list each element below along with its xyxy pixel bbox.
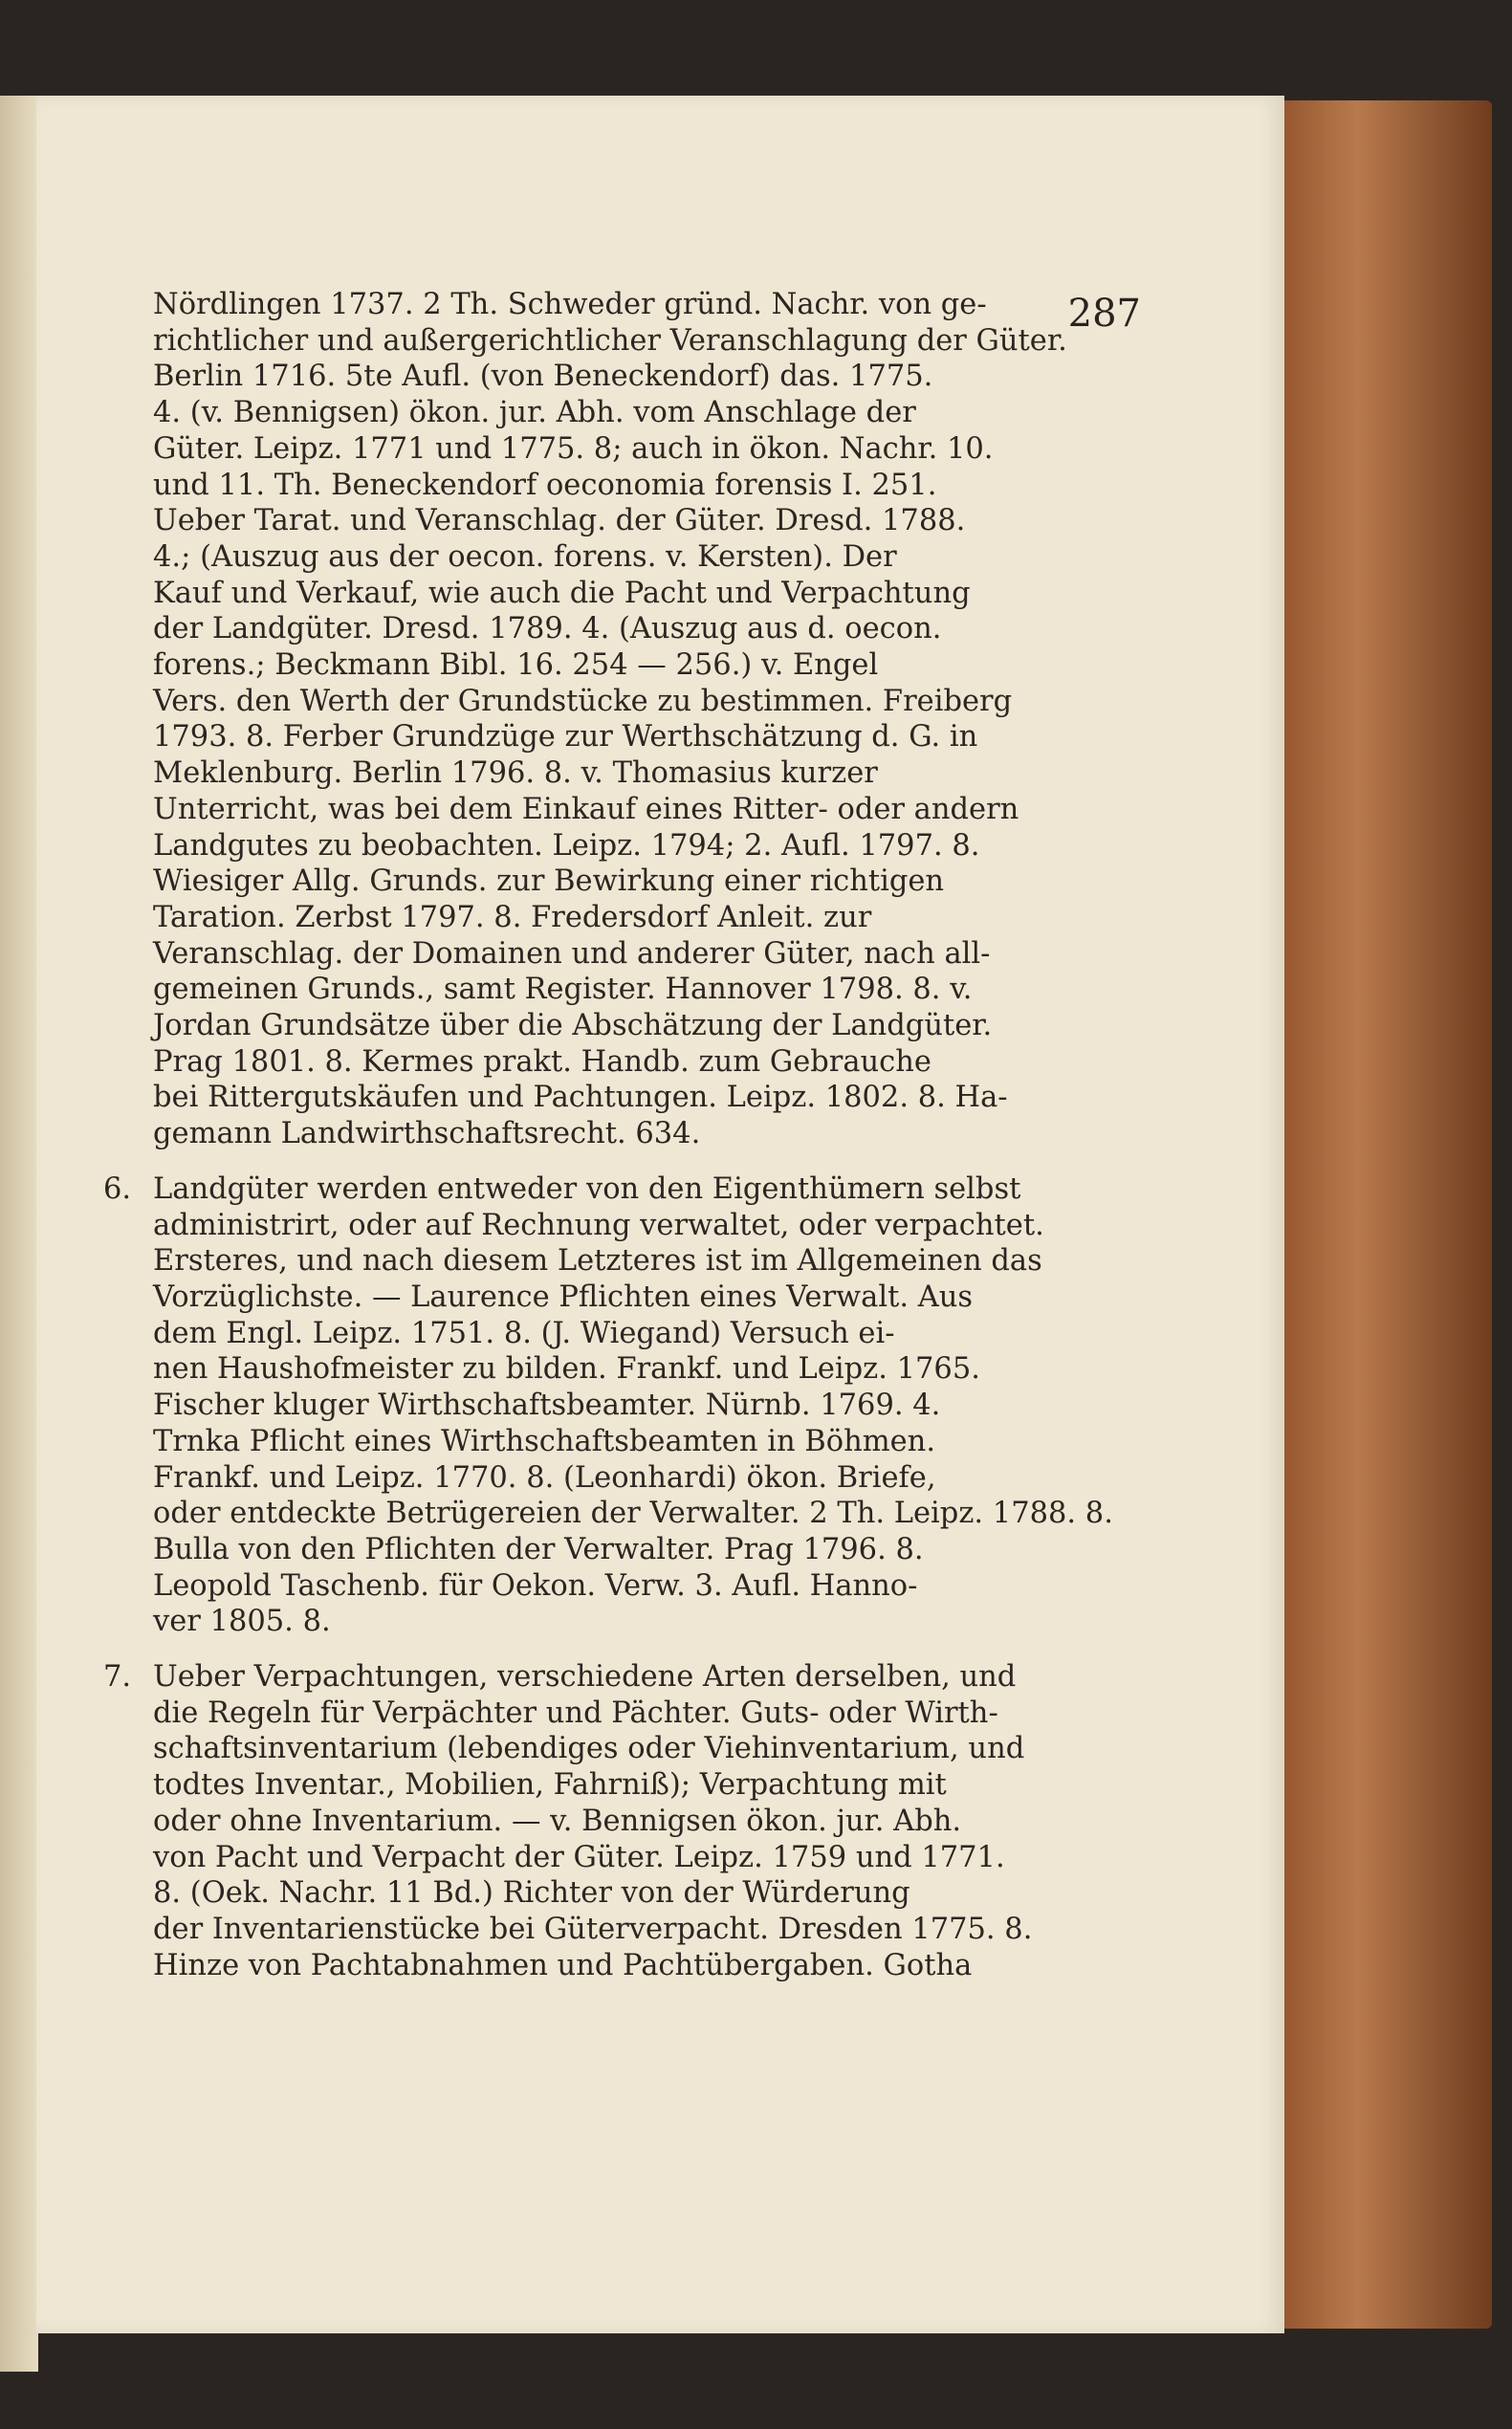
text-line: der Inventarienstücke bei Güterverpacht. Dresden 1775. 8.	[153, 1912, 1033, 1946]
text-line: Frankf. und Leipz. 1770. 8. (Leonhardi) ökon. Briefe,	[153, 1460, 936, 1495]
text-line: oder entdeckte Betrügereien der Verwalter. 2 Th. Leipz. 1788. 8.	[153, 1497, 1113, 1531]
paragraph-number: 7.	[103, 1660, 132, 1695]
text-line: 4. (v. Bennigsen) ökon. jur. Abh. vom Anschlage der	[153, 396, 916, 430]
book-cover-edge	[1267, 100, 1492, 2329]
text-line: Kauf und Verkauf, wie auch die Pacht und Verpachtung	[153, 576, 971, 610]
text-line: bei Rittergutskäufen und Pachtungen. Leipz. 1802. 8. Ha-	[153, 1081, 1008, 1115]
text-line: todtes Inventar., Mobilien, Fahrniß); Verpachtung mit	[153, 1768, 947, 1803]
text-line: der Landgüter. Dresd. 1789. 4. (Auszug aus d. oecon.	[153, 612, 942, 646]
text-line: Prag 1801. 8. Kermes prakt. Handb. zum Gebrauche	[153, 1044, 931, 1079]
text-line: gemann Landwirthschaftsrecht. 634.	[153, 1117, 701, 1151]
text-line: forens.; Beckmann Bibl. 16. 254 — 256.) v. Engel	[153, 648, 879, 683]
text-line: von Pacht und Verpacht der Güter. Leipz. 1759 und 1771.	[153, 1840, 1005, 1874]
text-line: Fischer kluger Wirthschaftsbeamter. Nürnb. 1769. 4.	[153, 1389, 941, 1423]
text-line: Veranschlag. der Domainen und anderer Güter, nach all-	[153, 936, 991, 971]
text-line: Leopold Taschenb. für Oekon. Verw. 3. Aufl. Hanno-	[153, 1568, 918, 1603]
text-line: richtlicher und außergerichtlicher Veranschlagung der Güter.	[153, 323, 1067, 358]
text-line: Bulla von den Pflichten der Verwalter. Prag 1796. 8.	[153, 1532, 924, 1566]
text-line: administrirt, oder auf Rechnung verwaltet, oder verpachtet.	[153, 1208, 1044, 1242]
text-line: Landgüter werden entweder von den Eigenthümern selbst	[153, 1171, 1021, 1206]
text-line: Ueber Tarat. und Veranschlag. der Güter. Dresd. 1788.	[153, 504, 966, 538]
text-line: schaftsinventarium (lebendiges oder Viehinventarium, und	[153, 1732, 1025, 1766]
left-page-edge	[0, 96, 38, 2372]
text-line: Landgutes zu beobachten. Leipz. 1794; 2. Aufl. 1797. 8.	[153, 828, 980, 863]
page-number: 287	[1067, 292, 1141, 336]
text-line: Ueber Verpachtungen, verschiedene Arten derselben, und	[153, 1660, 1017, 1695]
text-line: gemeinen Grunds., samt Register. Hannover 1798. 8. v.	[153, 973, 973, 1007]
paragraph-6	[103, 1171, 1124, 1640]
text-line: nen Haushofmeister zu bilden. Frankf. und Leipz. 1765.	[153, 1352, 980, 1387]
paragraph-number: 6.	[103, 1171, 132, 1206]
paragraph-0	[153, 287, 1124, 1152]
text-line: Ersteres, und nach diesem Letzteres ist im Allgemeinen das	[153, 1244, 1042, 1279]
text-line: Meklenburg. Berlin 1796. 8. v. Thomasius kurzer	[153, 756, 878, 791]
paragraph-7	[103, 1659, 1124, 1983]
text-line: und 11. Th. Beneckendorf oeconomia forensis I. 251.	[153, 468, 937, 502]
text-line: Unterricht, was bei dem Einkauf eines Ritter- oder andern	[153, 792, 1019, 826]
text-line: Jordan Grundsätze über die Abschätzung der Landgüter.	[153, 1009, 993, 1043]
text-line: Nördlingen 1737. 2 Th. Schweder gründ. Nachr. von ge-	[153, 288, 987, 321]
text-line: Taration. Zerbst 1797. 8. Fredersdorf Anleit. zur	[153, 900, 872, 934]
text-line: Güter. Leipz. 1771 und 1775. 8; auch in ökon. Nachr. 10.	[153, 431, 994, 466]
text-block	[103, 287, 1124, 1983]
text-line: 1793. 8. Ferber Grundzüge zur Werthschätzung d. G. in	[153, 720, 978, 755]
text-line: Vers. den Werth der Grundstücke zu bestimmen. Freiberg	[153, 684, 1013, 718]
text-line: 4.; (Auszug aus der oecon. forens. v. Kersten). Der	[153, 539, 897, 574]
text-line: ver 1805. 8.	[153, 1605, 331, 1639]
text-line: Hinze von Pachtabnahmen und Pachtübergaben. Gotha	[153, 1948, 973, 1982]
text-line: Vorzüglichste. — Laurence Pflichten eines Verwalt. Aus	[153, 1280, 974, 1314]
text-line: 8. (Oek. Nachr. 11 Bd.) Richter von der Würderung	[153, 1876, 910, 1911]
text-line: Trnka Pflicht eines Wirthschaftsbeamten in Böhmen.	[153, 1424, 936, 1458]
text-line: Wiesiger Allg. Grunds. zur Bewirkung einer richtigen	[153, 864, 945, 899]
text-line: die Regeln für Verpächter und Pächter. Guts- oder Wirth-	[153, 1696, 998, 1730]
text-line: Berlin 1716. 5te Aufl. (von Beneckendorf) das. 1775.	[153, 360, 933, 394]
text-line: dem Engl. Leipz. 1751. 8. (J. Wiegand) Versuch ei-	[153, 1316, 895, 1350]
text-line: oder ohne Inventarium. — v. Bennigsen ökon. jur. Abh.	[153, 1804, 962, 1838]
